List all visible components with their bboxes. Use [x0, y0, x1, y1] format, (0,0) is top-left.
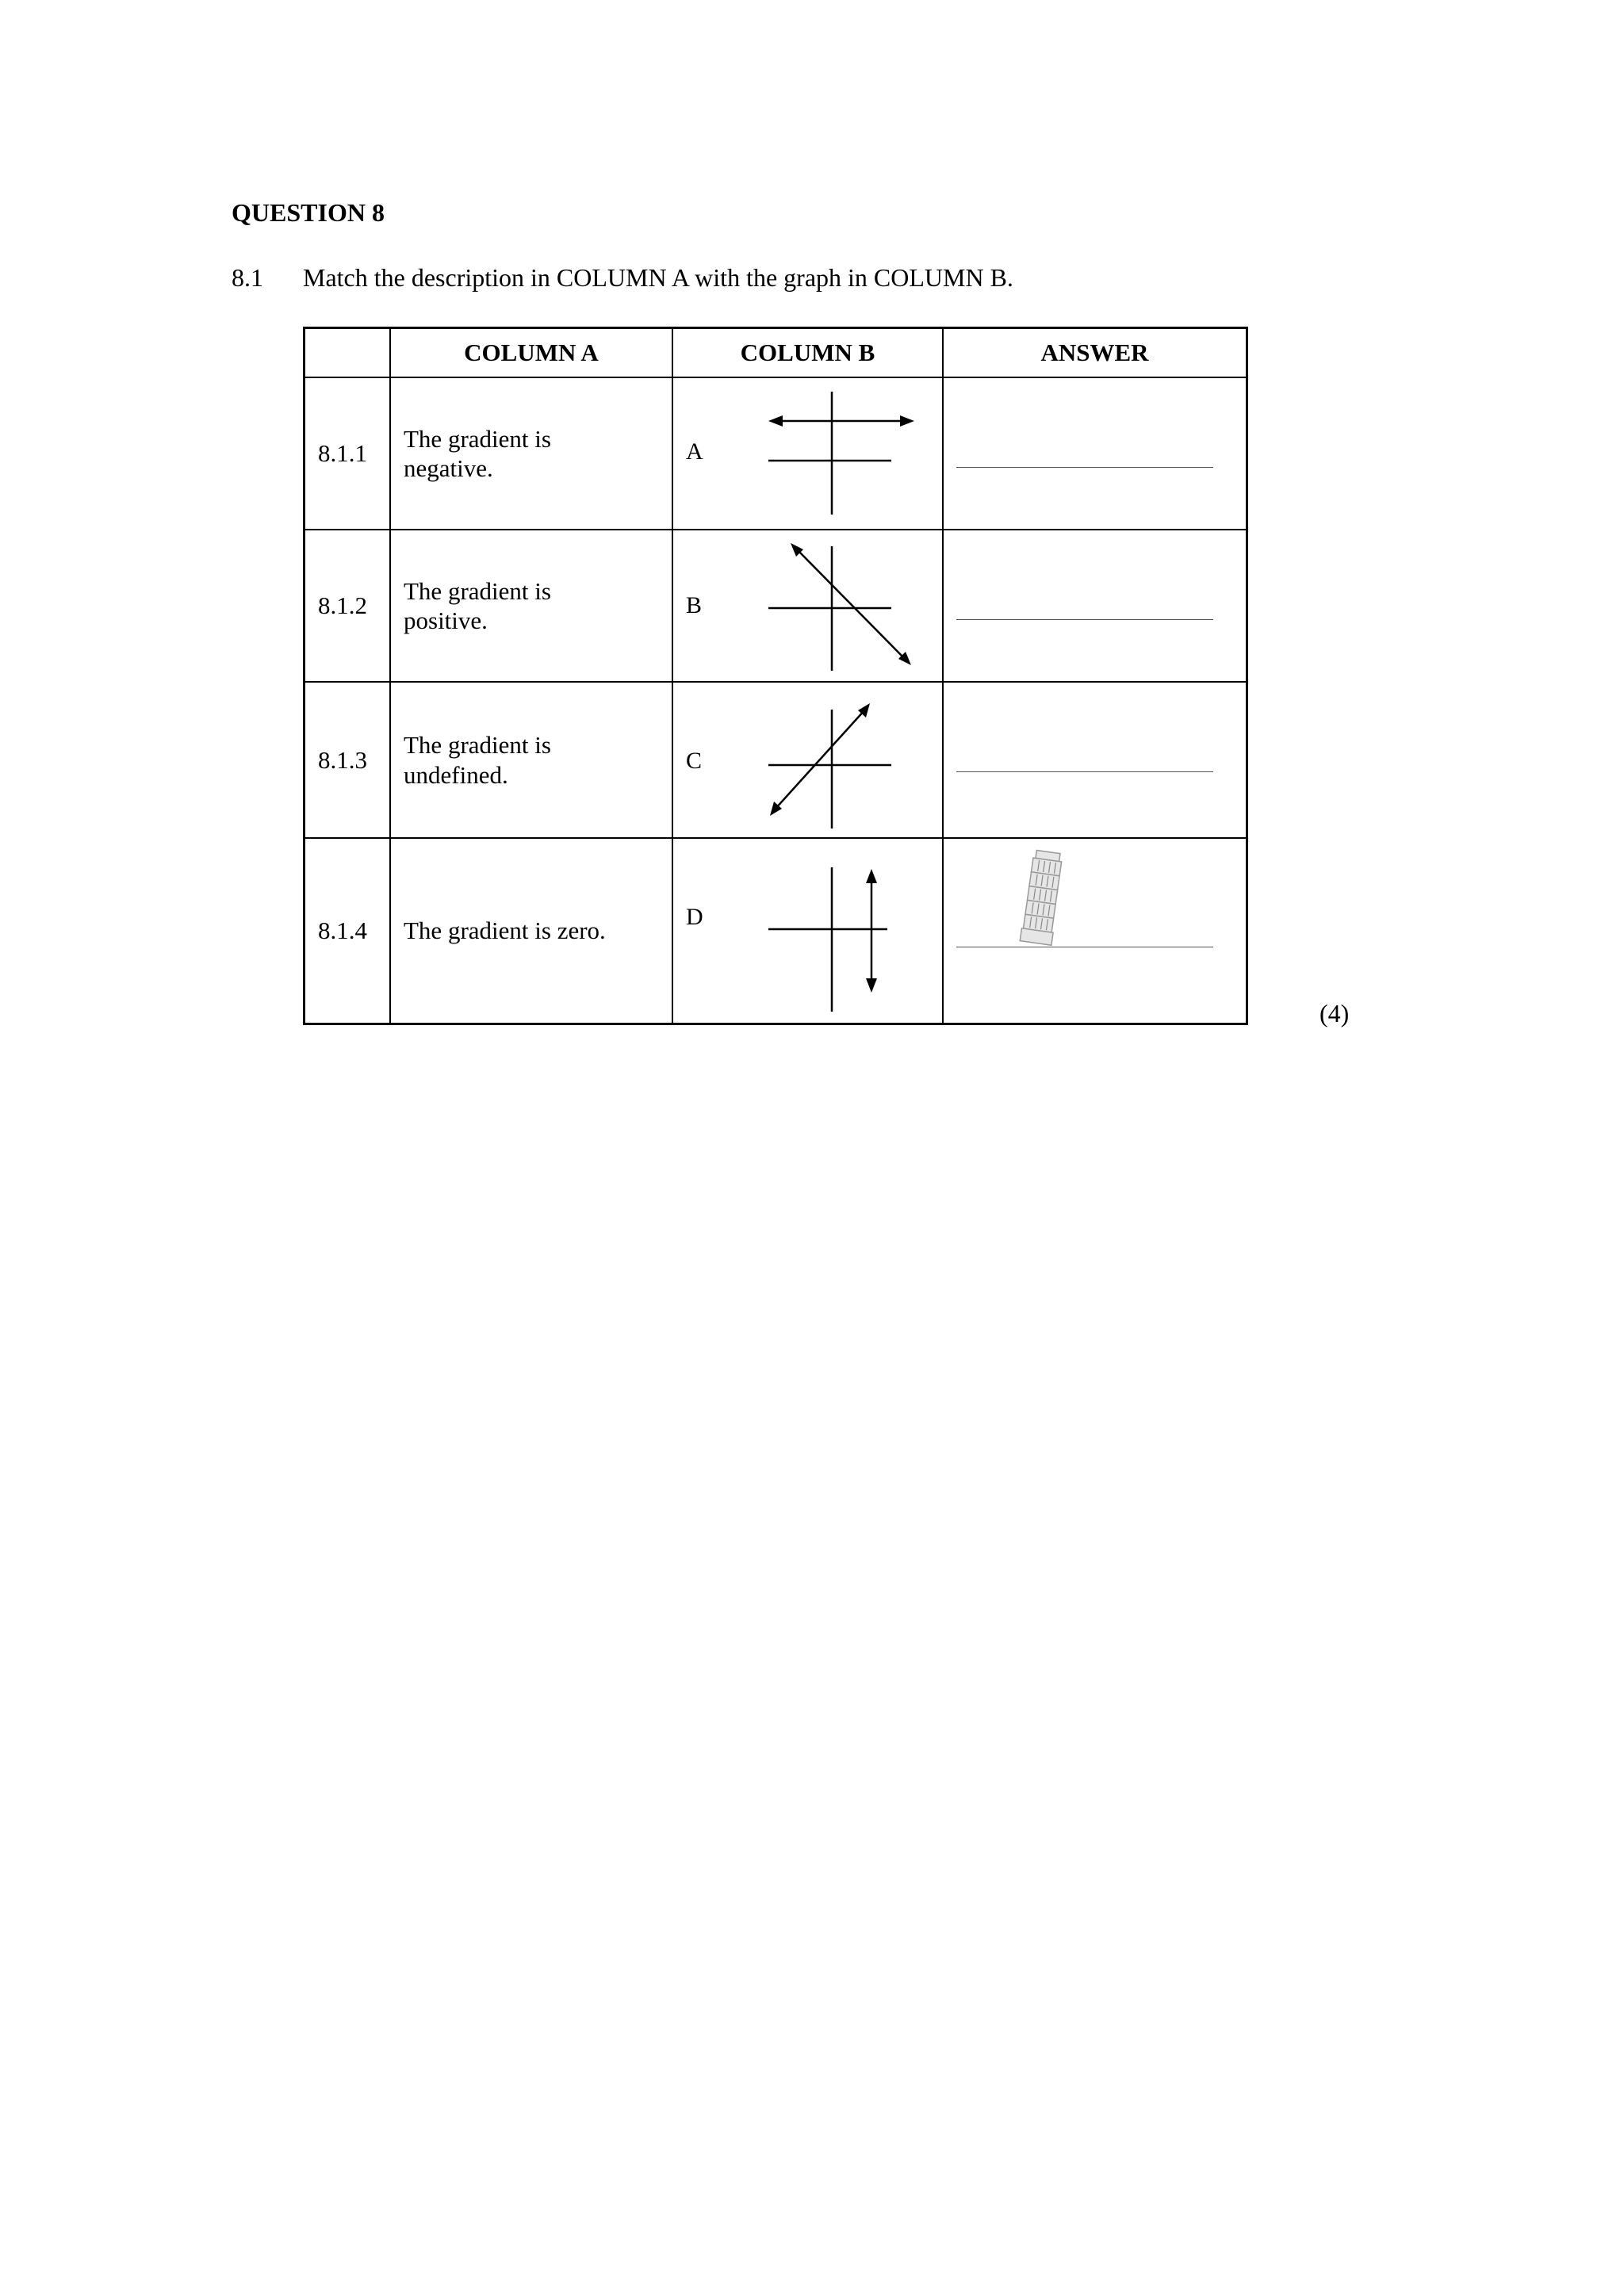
horizontal-line-icon: [768, 388, 927, 519]
table-row: [304, 838, 1247, 1024]
leaning-tower-icon: [1018, 847, 1066, 950]
question-heading: QUESTION 8: [232, 198, 385, 227]
row-description: [390, 530, 672, 682]
graph-letter: A: [686, 438, 703, 465]
question-number: 8.1: [232, 263, 263, 292]
description-text: The gradient is undefined.: [404, 731, 551, 789]
answer-line[interactable]: [956, 619, 1213, 620]
table-row: [304, 377, 1247, 530]
graph-letter: C: [686, 748, 703, 774]
answer-line[interactable]: [956, 467, 1213, 468]
graph-cell: [672, 530, 943, 682]
row-description: [390, 377, 672, 530]
graph-cell: [672, 377, 943, 530]
row-number: 8.1.1: [304, 377, 391, 530]
table-row: [304, 682, 1247, 838]
answer-cell[interactable]: [943, 682, 1247, 838]
answer-cell[interactable]: [943, 377, 1247, 530]
table-header-row: [304, 328, 1247, 378]
answer-cell[interactable]: [943, 838, 1247, 1024]
positive-slope-line-icon: [768, 692, 927, 831]
graph-letter: D: [686, 904, 703, 930]
matching-table: [303, 327, 1248, 1025]
row-description: [390, 682, 672, 838]
header-blank: [304, 328, 391, 378]
header-column-a: COLUMN A: [390, 328, 672, 378]
row-number: 8.1.2: [304, 530, 391, 682]
row-description: [390, 838, 672, 1024]
table-row: [304, 530, 1247, 682]
negative-slope-line-icon: [768, 540, 927, 675]
graph-cell: [672, 682, 943, 838]
vertical-line-icon: [768, 866, 927, 1016]
description-text: The gradient is zero.: [404, 916, 606, 945]
description-text: The gradient is positive.: [404, 576, 551, 634]
marks-total: (4): [1320, 999, 1350, 1027]
graph-cell: [672, 838, 943, 1024]
header-column-b: COLUMN B: [672, 328, 943, 378]
row-number: 8.1.3: [304, 682, 391, 838]
question-instruction: Match the description in COLUMN A with the graph in COLUMN B.: [303, 263, 1013, 292]
description-text: The gradient is negative.: [404, 424, 551, 482]
row-number: 8.1.4: [304, 838, 391, 1024]
graph-letter: B: [686, 592, 703, 618]
answer-cell[interactable]: [943, 530, 1247, 682]
answer-line[interactable]: [956, 771, 1213, 772]
header-answer: ANSWER: [943, 328, 1247, 378]
